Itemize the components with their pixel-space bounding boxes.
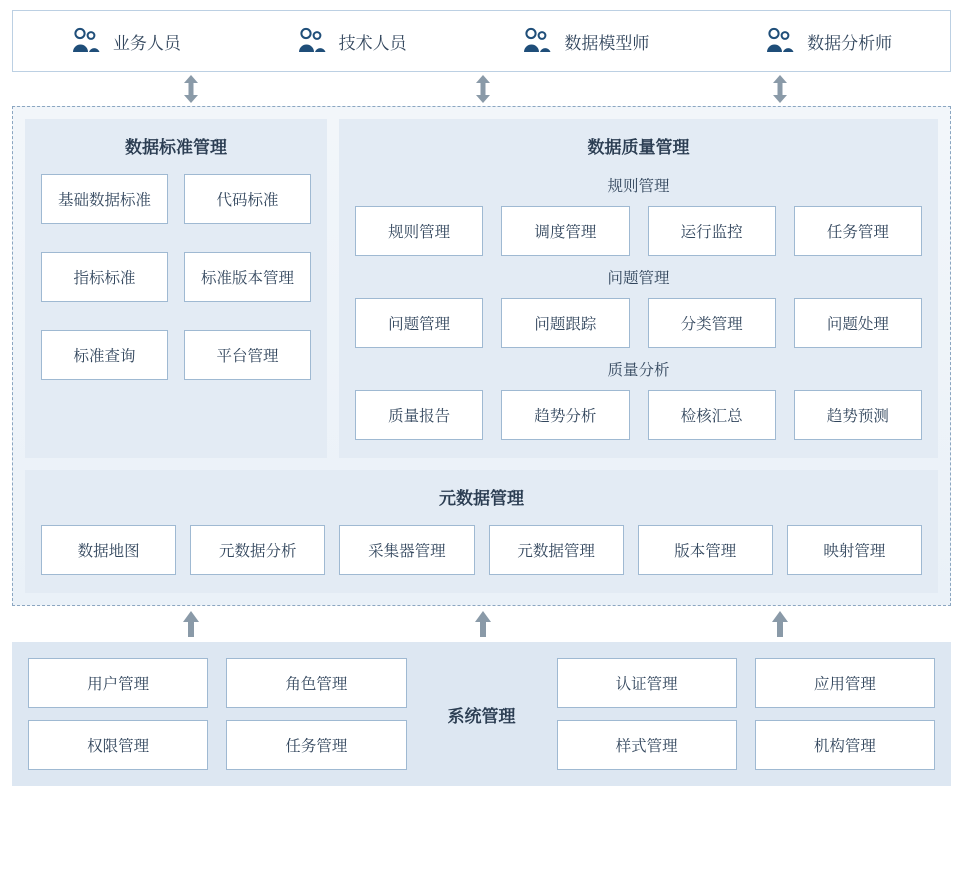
- up-arrow-row: [12, 606, 951, 642]
- role-label: 数据分析师: [807, 33, 893, 53]
- standard-item[interactable]: 标准版本管理: [184, 252, 311, 302]
- quality-item[interactable]: 运行监控: [648, 206, 776, 256]
- metadata-management-panel: [25, 470, 938, 593]
- panel-title: 元数据管理: [439, 489, 524, 508]
- standard-item[interactable]: 标准查询: [41, 330, 168, 380]
- person-icon: [522, 27, 552, 55]
- quality-item[interactable]: 任务管理: [794, 206, 922, 256]
- standard-management-panel: [25, 119, 327, 458]
- metadata-item[interactable]: 版本管理: [638, 525, 773, 575]
- quality-item[interactable]: 问题管理: [355, 298, 483, 348]
- roles-bar: [12, 10, 951, 72]
- system-item[interactable]: 用户管理: [28, 658, 208, 708]
- standard-item[interactable]: 代码标准: [184, 174, 311, 224]
- metadata-item[interactable]: 数据地图: [41, 525, 176, 575]
- system-item[interactable]: 任务管理: [226, 720, 406, 770]
- metadata-item[interactable]: 采集器管理: [339, 525, 474, 575]
- standard-item[interactable]: 指标标准: [41, 252, 168, 302]
- system-item[interactable]: 角色管理: [226, 658, 406, 708]
- up-arrow-icon: [180, 610, 202, 638]
- quality-item[interactable]: 分类管理: [648, 298, 776, 348]
- quality-item[interactable]: 调度管理: [501, 206, 629, 256]
- double-arrow-icon: [472, 74, 494, 104]
- quality-item[interactable]: 趋势分析: [501, 390, 629, 440]
- quality-item[interactable]: 规则管理: [355, 206, 483, 256]
- standard-item[interactable]: 基础数据标准: [41, 174, 168, 224]
- quality-item[interactable]: 检核汇总: [648, 390, 776, 440]
- metadata-item[interactable]: 映射管理: [787, 525, 922, 575]
- system-item[interactable]: 认证管理: [557, 658, 737, 708]
- role-item[interactable]: [514, 27, 657, 55]
- role-item[interactable]: [289, 27, 415, 55]
- rules-items-grid: [355, 206, 922, 256]
- role-label: 数据模型师: [564, 33, 650, 53]
- metadata-items-grid: [41, 525, 922, 575]
- person-icon: [297, 27, 327, 55]
- system-right-items: [557, 658, 936, 770]
- role-item[interactable]: [757, 27, 900, 55]
- data-governance-container: [12, 106, 951, 606]
- panel-title: 数据质量管理: [587, 138, 690, 157]
- quality-item[interactable]: 趋势预测: [794, 390, 922, 440]
- metadata-item[interactable]: 元数据管理: [489, 525, 624, 575]
- quality-item[interactable]: 问题跟踪: [501, 298, 629, 348]
- quality-item[interactable]: 问题处理: [794, 298, 922, 348]
- system-item[interactable]: 机构管理: [755, 720, 935, 770]
- double-arrow-row: [12, 72, 951, 106]
- double-arrow-icon: [769, 74, 791, 104]
- group-title-issues: 问题管理: [607, 270, 670, 287]
- quality-management-panel: [339, 119, 938, 458]
- panel-title: 数据标准管理: [125, 138, 227, 157]
- analysis-items-grid: [355, 390, 922, 440]
- system-item[interactable]: 权限管理: [28, 720, 208, 770]
- system-left-items: [28, 658, 407, 770]
- standard-items-grid: [41, 174, 311, 380]
- metadata-item[interactable]: 元数据分析: [190, 525, 325, 575]
- up-arrow-icon: [769, 610, 791, 638]
- role-item[interactable]: [63, 27, 189, 55]
- role-label: 业务人员: [112, 33, 181, 53]
- system-management-panel: [12, 642, 951, 786]
- up-arrow-icon: [472, 610, 494, 638]
- system-item[interactable]: 应用管理: [755, 658, 935, 708]
- issues-items-grid: [355, 298, 922, 348]
- system-item[interactable]: 样式管理: [557, 720, 737, 770]
- panel-title: 系统管理: [447, 706, 516, 726]
- person-icon: [71, 27, 101, 55]
- group-title-rules: 规则管理: [607, 178, 670, 195]
- quality-item[interactable]: 质量报告: [355, 390, 483, 440]
- person-icon: [765, 27, 795, 55]
- double-arrow-icon: [180, 74, 202, 104]
- role-label: 技术人员: [338, 33, 407, 53]
- standard-item[interactable]: 平台管理: [184, 330, 311, 380]
- group-title-analysis: 质量分析: [607, 362, 670, 379]
